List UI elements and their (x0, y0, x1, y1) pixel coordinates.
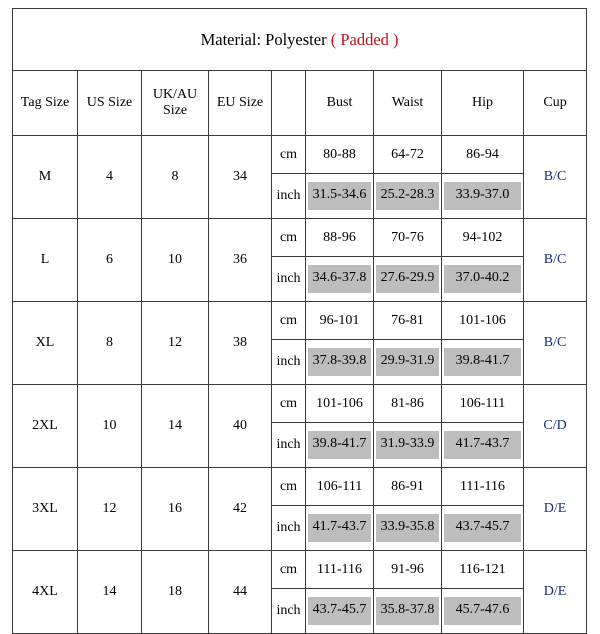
uk-au-size-cell: 10 (142, 219, 209, 302)
cup-cell: B/C (524, 136, 587, 219)
us-size-cell: 10 (78, 385, 142, 468)
tag-size-cell: L (13, 219, 78, 302)
bust-inch-cell (306, 589, 374, 634)
unit-inch-cell: inch (272, 340, 306, 385)
hip-cm-cell: 94-102 (442, 219, 524, 257)
tag-size-cell: 4XL (13, 551, 78, 634)
uk-au-size-cell: 8 (142, 136, 209, 219)
uk-au-size-cell: 16 (142, 468, 209, 551)
waist-inch-cell-value: 35.8-37.8 (376, 597, 439, 625)
bust-inch-cell (306, 174, 374, 219)
unit-cm-cell: cm (272, 385, 306, 423)
cup-cell: B/C (524, 219, 587, 302)
us-size-cell: 4 (78, 136, 142, 219)
eu-size-cell: 34 (209, 136, 272, 219)
header-us-size: US Size (78, 71, 142, 136)
cup-cell: D/E (524, 468, 587, 551)
waist-inch-cell-value: 29.9-31.9 (376, 348, 439, 376)
waist-inch-cell-value: 25.2-28.3 (376, 182, 439, 210)
hip-inch-cell-value: 39.8-41.7 (444, 348, 521, 376)
bust-inch-cell (306, 340, 374, 385)
bust-cm-cell: 106-111 (306, 468, 374, 506)
waist-inch-cell-value: 27.6-29.9 (376, 265, 439, 293)
uk-au-size-cell: 14 (142, 385, 209, 468)
hip-cm-cell: 111-116 (442, 468, 524, 506)
hip-cm-cell: 116-121 (442, 551, 524, 589)
hip-inch-cell (442, 174, 524, 219)
waist-inch-cell (374, 174, 442, 219)
size-row-cm (13, 551, 587, 589)
hip-cm-cell: 101-106 (442, 302, 524, 340)
bust-inch-cell (306, 257, 374, 302)
bust-inch-cell-value: 41.7-43.7 (308, 514, 371, 542)
waist-inch-cell (374, 589, 442, 634)
header-uk-au-size-label: UK/AU Size (152, 87, 198, 118)
tag-size-cell: M (13, 136, 78, 219)
waist-cm-cell: 76-81 (374, 302, 442, 340)
bust-inch-cell-value: 37.8-39.8 (308, 348, 371, 376)
unit-cm-cell: cm (272, 468, 306, 506)
cup-cell: B/C (524, 302, 587, 385)
unit-cm-cell: cm (272, 302, 306, 340)
unit-inch-cell: inch (272, 257, 306, 302)
bust-inch-cell (306, 506, 374, 551)
hip-inch-cell-value: 37.0-40.2 (444, 265, 521, 293)
hip-cm-cell: 106-111 (442, 385, 524, 423)
hip-inch-cell (442, 506, 524, 551)
waist-inch-cell-value: 31.9-33.9 (376, 431, 439, 459)
cup-cell: C/D (524, 385, 587, 468)
tag-size-cell: XL (13, 302, 78, 385)
uk-au-size-cell: 18 (142, 551, 209, 634)
hip-cm-cell: 86-94 (442, 136, 524, 174)
bust-inch-cell (306, 423, 374, 468)
unit-inch-cell: inch (272, 506, 306, 551)
waist-inch-cell-value: 33.9-35.8 (376, 514, 439, 542)
eu-size-cell: 36 (209, 219, 272, 302)
header-waist: Waist (374, 71, 442, 136)
unit-cm-cell: cm (272, 219, 306, 257)
hip-inch-cell-value: 43.7-45.7 (444, 514, 521, 542)
waist-cm-cell: 91-96 (374, 551, 442, 589)
hip-inch-cell (442, 423, 524, 468)
us-size-cell: 14 (78, 551, 142, 634)
waist-cm-cell: 70-76 (374, 219, 442, 257)
unit-cm-cell: cm (272, 551, 306, 589)
page-title (13, 9, 587, 71)
bust-inch-cell-value: 43.7-45.7 (308, 597, 371, 625)
waist-cm-cell: 64-72 (374, 136, 442, 174)
header-uk-au-size (142, 71, 209, 136)
waist-inch-cell (374, 506, 442, 551)
size-row-cm (13, 219, 587, 257)
header-hip: Hip (442, 71, 524, 136)
uk-au-size-cell: 12 (142, 302, 209, 385)
material-label: Material: Polyester (200, 29, 327, 49)
padded-label: ( Padded ) (330, 29, 399, 49)
unit-inch-cell: inch (272, 174, 306, 219)
eu-size-cell: 42 (209, 468, 272, 551)
size-row-cm (13, 385, 587, 423)
size-chart (12, 8, 586, 618)
size-table (12, 8, 587, 634)
hip-inch-cell-value: 41.7-43.7 (444, 431, 521, 459)
hip-inch-cell-value: 33.9-37.0 (444, 182, 521, 210)
unit-inch-cell: inch (272, 423, 306, 468)
bust-cm-cell: 101-106 (306, 385, 374, 423)
tag-size-cell: 3XL (13, 468, 78, 551)
waist-inch-cell (374, 340, 442, 385)
size-row-cm (13, 302, 587, 340)
header-tag-size: Tag Size (13, 71, 78, 136)
bust-cm-cell: 80-88 (306, 136, 374, 174)
header-cup: Cup (524, 71, 587, 136)
bust-cm-cell: 88-96 (306, 219, 374, 257)
waist-inch-cell (374, 423, 442, 468)
us-size-cell: 12 (78, 468, 142, 551)
hip-inch-cell (442, 257, 524, 302)
tag-size-cell: 2XL (13, 385, 78, 468)
waist-cm-cell: 86-91 (374, 468, 442, 506)
unit-cm-cell: cm (272, 136, 306, 174)
eu-size-cell: 38 (209, 302, 272, 385)
bust-inch-cell-value: 34.6-37.8 (308, 265, 371, 293)
hip-inch-cell (442, 589, 524, 634)
hip-inch-cell (442, 340, 524, 385)
bust-inch-cell-value: 31.5-34.6 (308, 182, 371, 210)
waist-cm-cell: 81-86 (374, 385, 442, 423)
us-size-cell: 8 (78, 302, 142, 385)
header-unit (272, 71, 306, 136)
bust-cm-cell: 111-116 (306, 551, 374, 589)
size-row-cm (13, 136, 587, 174)
eu-size-cell: 40 (209, 385, 272, 468)
hip-inch-cell-value: 45.7-47.6 (444, 597, 521, 625)
cup-cell: D/E (524, 551, 587, 634)
header-eu-size: EU Size (209, 71, 272, 136)
bust-inch-cell-value: 39.8-41.7 (308, 431, 371, 459)
us-size-cell: 6 (78, 219, 142, 302)
unit-inch-cell: inch (272, 589, 306, 634)
title-row (13, 9, 587, 71)
eu-size-cell: 44 (209, 551, 272, 634)
waist-inch-cell (374, 257, 442, 302)
bust-cm-cell: 96-101 (306, 302, 374, 340)
header-row (13, 71, 587, 136)
size-row-cm (13, 468, 587, 506)
header-bust: Bust (306, 71, 374, 136)
